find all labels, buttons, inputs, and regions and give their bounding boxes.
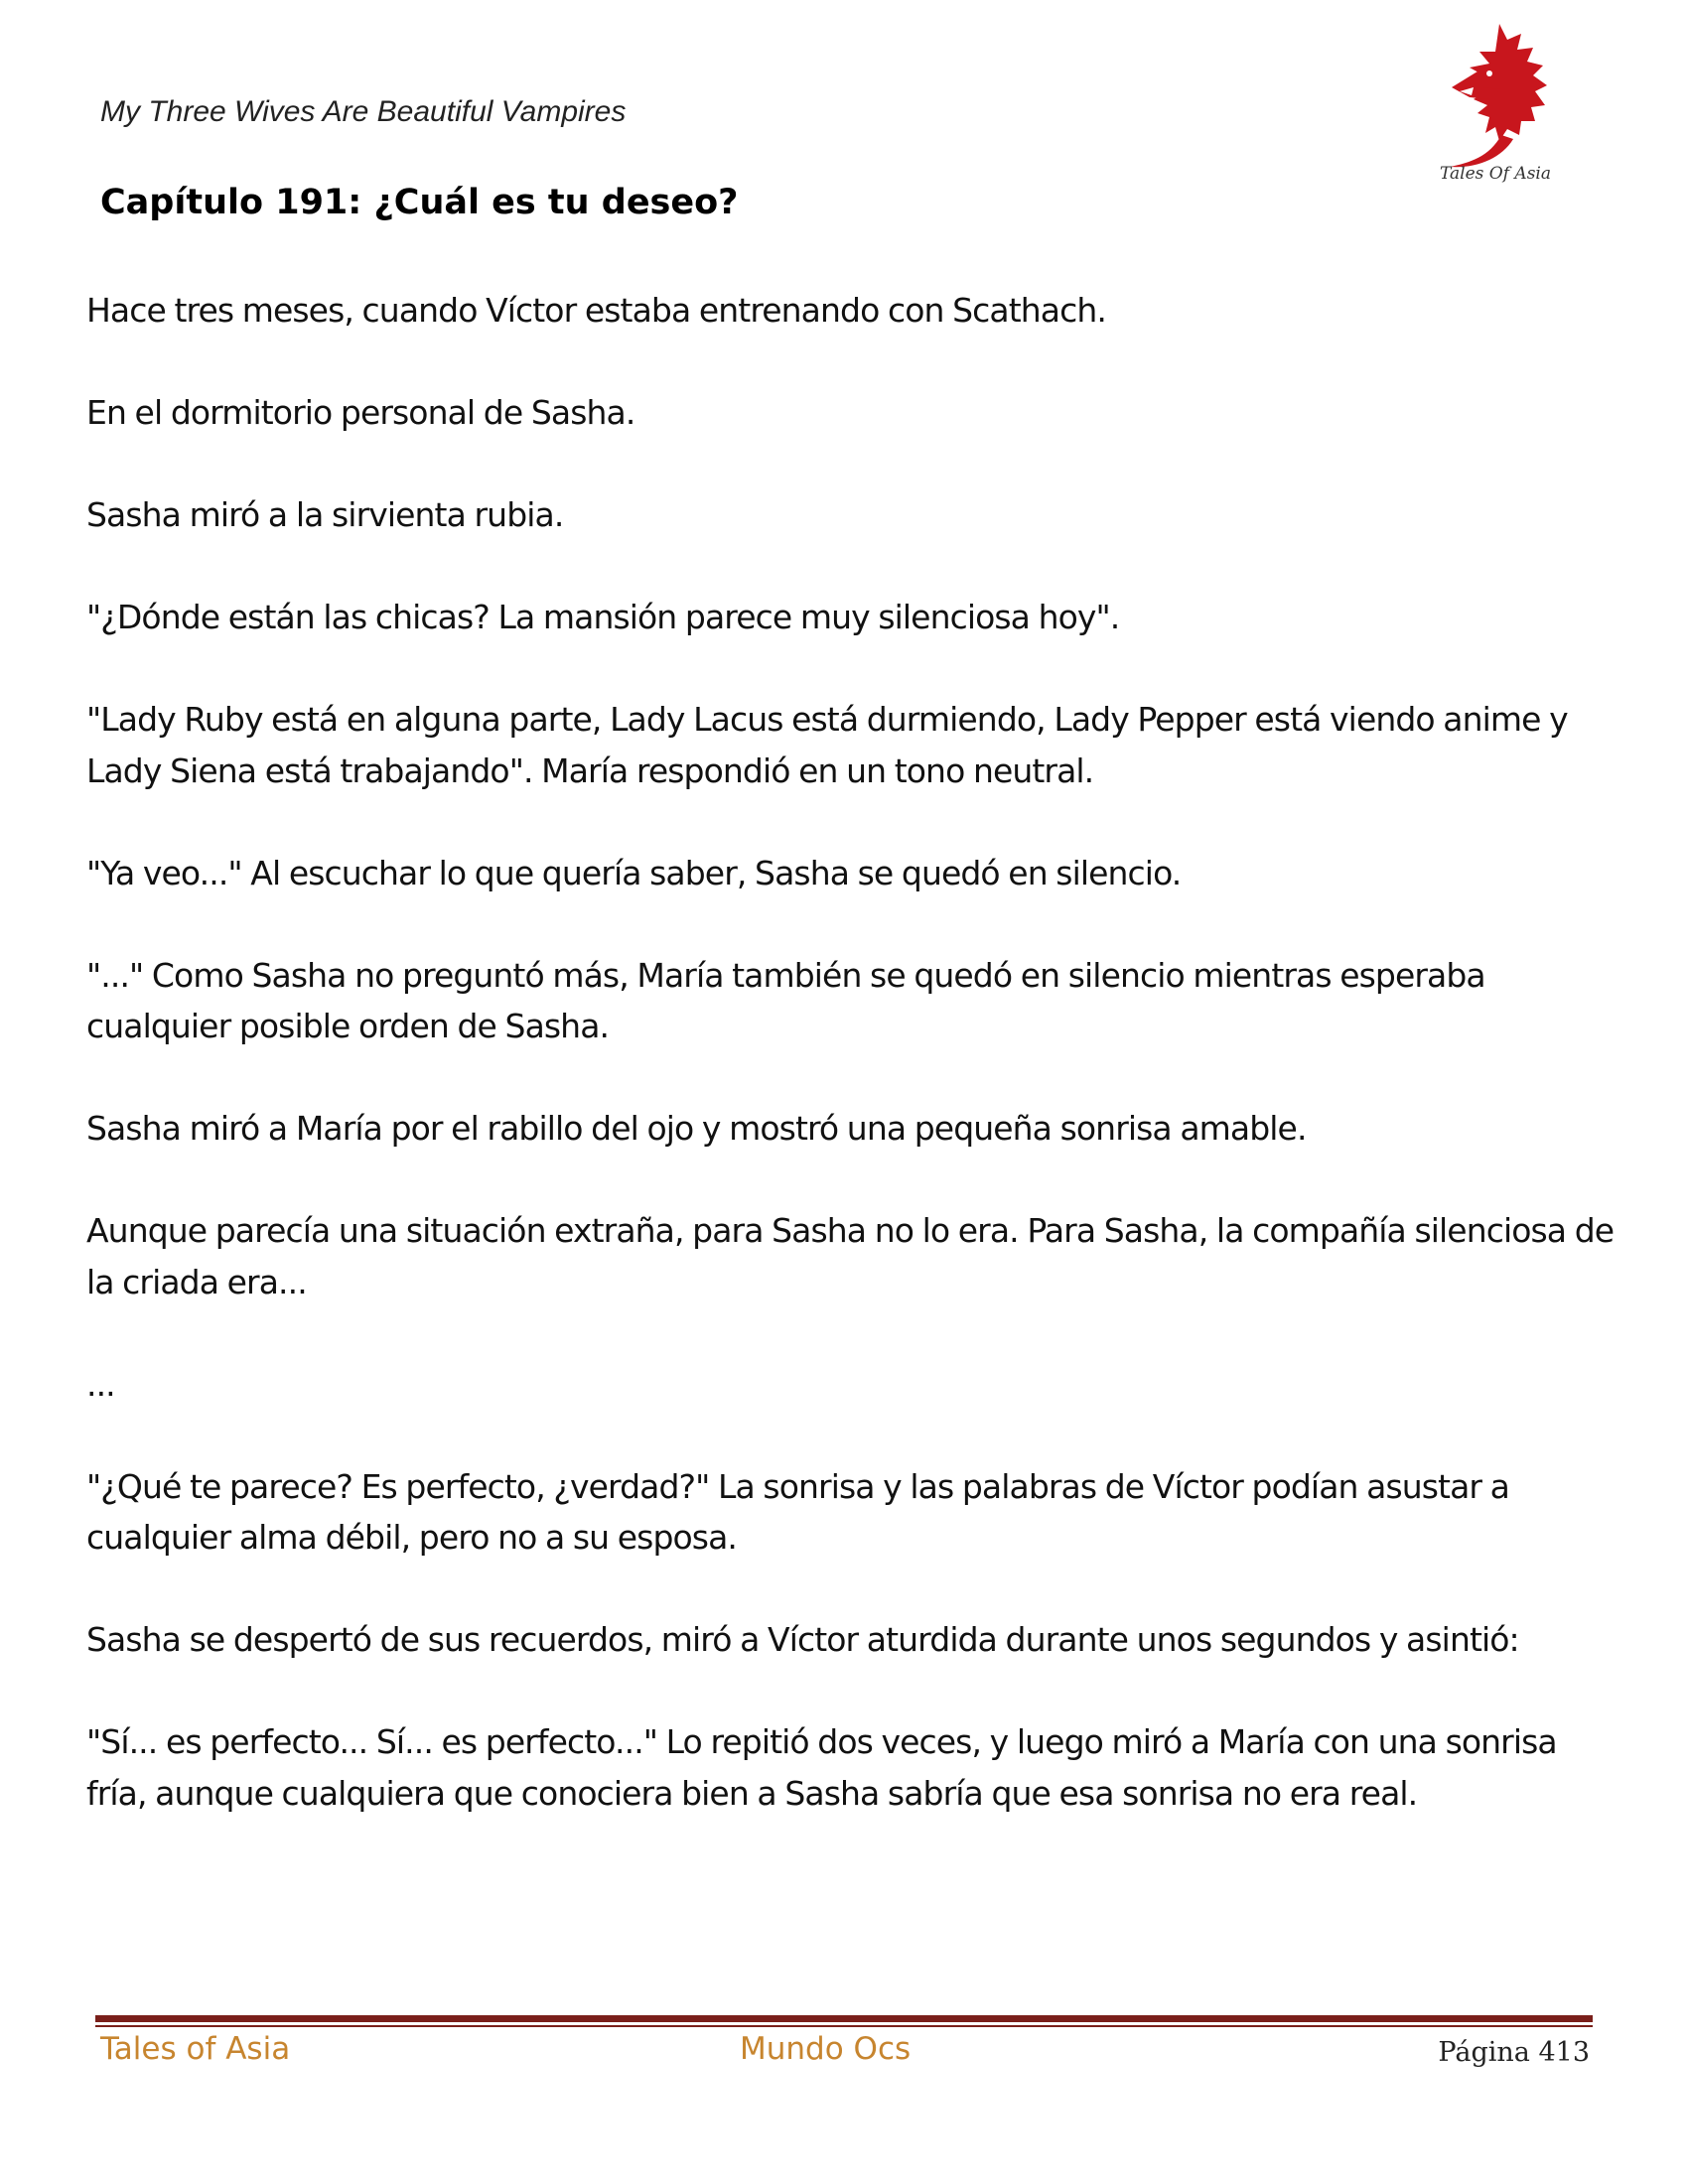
paragraph: Hace tres meses, cuando Víctor estaba entrenando con Scathach. bbox=[86, 291, 1106, 330]
chapter-title: Capítulo 191: ¿Cuál es tu deseo? bbox=[100, 183, 739, 222]
paragraph: "..." Como Sasha no preguntó más, María también se quedó en silencio mientras esperaba cualquier posible orden de Sasha. bbox=[86, 955, 1485, 1045]
red-dragon-icon bbox=[1430, 18, 1561, 185]
paragraph: Sasha miró a María por el rabillo del ojo y mostró una pequeña sonrisa amable. bbox=[86, 1109, 1307, 1148]
footer-section-name: Mundo Ocs bbox=[740, 2031, 912, 2067]
paragraph: Sasha miró a la sirvienta rubia. bbox=[86, 495, 564, 534]
footer-divider bbox=[95, 2015, 1593, 2027]
paragraph: En el dormitorio personal de Sasha. bbox=[86, 393, 635, 432]
page-number: Página 413 bbox=[1438, 2037, 1590, 2068]
tales-of-asia-logo bbox=[1430, 18, 1561, 185]
book-title: My Three Wives Are Beautiful Vampires bbox=[100, 95, 627, 128]
paragraph: "¿Dónde están las chicas? La mansión parece muy silenciosa hoy". bbox=[86, 598, 1120, 636]
paragraph: "Ya veo..." Al escuchar lo que quería saber, Sasha se quedó en silencio. bbox=[86, 853, 1182, 892]
footer-site-name: Tales of Asia bbox=[100, 2031, 291, 2067]
logo-text: Tales Of Asia bbox=[1440, 164, 1551, 184]
paragraph: Sasha se despertó de sus recuerdos, miró a Víctor aturdida durante unos segundos y asintió: bbox=[86, 1620, 1519, 1659]
paragraph: Aunque parecía una situación extraña, para Sasha no lo era. Para Sasha, la compañía silenciosa de la criada era... bbox=[86, 1211, 1615, 1301]
chapter-body bbox=[86, 285, 1616, 1870]
paragraph: "Sí... es perfecto... Sí... es perfecto..." Lo repitió dos veces, y luego miró a María con una sonrisa fría, aunque cualquiera que conociera bien a Sasha sabría que esa sonrisa no era real. bbox=[86, 1722, 1557, 1813]
paragraph: "¿Qué te parece? Es perfecto, ¿verdad?" La sonrisa y las palabras de Víctor podían asustar a cualquier alma débil, pero no a su esposa. bbox=[86, 1466, 1509, 1557]
paragraph: "Lady Ruby está en alguna parte, Lady Lacus está durmiendo, Lady Pepper está viendo anime y Lady Siena está trabajando". María respondió en un tono neutral. bbox=[86, 700, 1568, 790]
paragraph: ... bbox=[86, 1364, 115, 1404]
